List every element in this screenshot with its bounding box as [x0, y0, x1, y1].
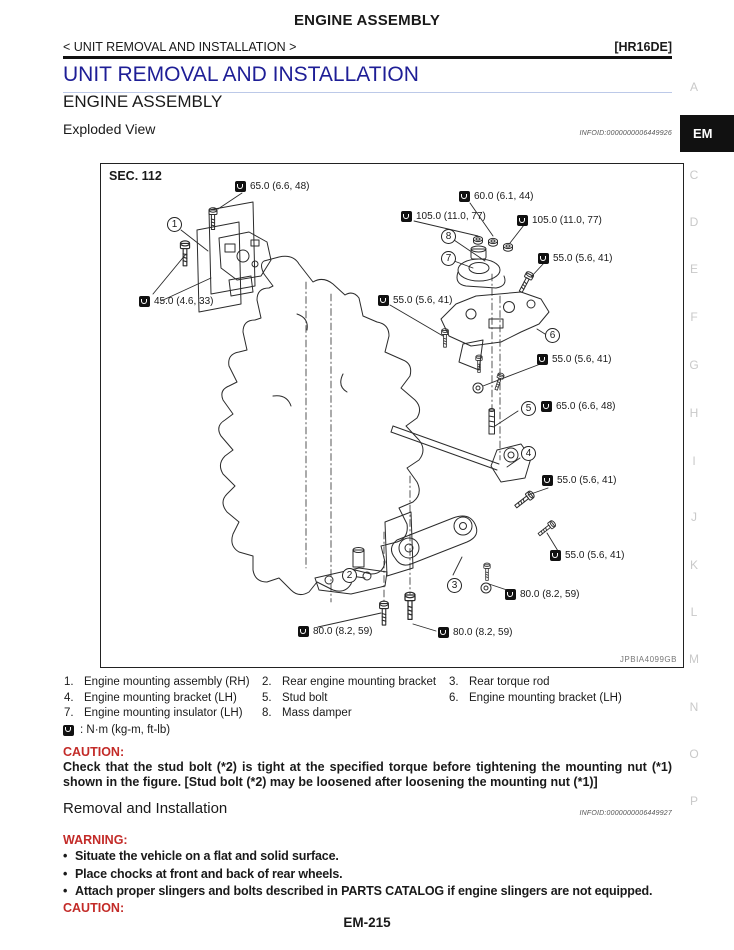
margin-tab-a: A: [689, 80, 698, 94]
torque-wrench-icon: [541, 401, 552, 412]
parts-list-item: 5. Stud bolt: [262, 691, 328, 704]
parts-list-item: 2. Rear engine mounting bracket: [262, 676, 437, 688]
running-header-title: ENGINE ASSEMBLY: [293, 12, 441, 29]
part-marker-4: 4: [521, 446, 536, 461]
part-marker-8: 8: [441, 229, 456, 244]
bullet-icon: •: [63, 849, 68, 863]
margin-tab-c: C: [689, 168, 699, 182]
torque-wrench-icon: [378, 295, 389, 306]
margin-tab-i: I: [692, 454, 696, 468]
removal-heading-row: [63, 800, 672, 817]
margin-tab-g: G: [689, 358, 699, 372]
exploded-view-drawing: [101, 164, 685, 669]
torque-callout: 45.0 (4.6, 33): [139, 296, 213, 307]
part-marker-3: 3: [447, 578, 462, 593]
torque-wrench-icon: [401, 211, 412, 222]
parts-list-item: 4. Engine mounting bracket (LH): [64, 691, 237, 704]
torque-wrench-icon: [459, 191, 470, 202]
torque-wrench-icon: [550, 550, 561, 561]
parts-list-item: 1. Engine mounting assembly (RH): [64, 676, 250, 688]
margin-tab-f: F: [690, 310, 698, 324]
torque-wrench-icon: [298, 626, 309, 637]
parts-list-item: 8. Mass damper: [262, 707, 352, 719]
engine-code-badge: [HR16DE]: [614, 40, 672, 54]
caution-text: Check that the stud bolt (*2) is tight at the specified torque before tightening the mounting nut (*1) shown in the figure. [Stud bolt (*2) may be loosened after loosening the mounting nut (*1)]: [63, 760, 672, 790]
margin-tab-m: M: [689, 652, 699, 666]
torque-callout: 60.0 (6.1, 44): [459, 191, 533, 202]
torque-callout: 80.0 (8.2, 59): [438, 627, 512, 638]
section-heading: ENGINE ASSEMBLY: [63, 92, 223, 111]
exploded-view-heading: Exploded View: [63, 121, 156, 137]
torque-wrench-icon: [63, 725, 74, 736]
torque-callout: 55.0 (5.6, 41): [550, 550, 624, 561]
part-marker-7: 7: [441, 251, 456, 266]
part-marker-1: 1: [167, 217, 182, 232]
margin-tab-em-active: EM: [680, 115, 734, 152]
caution-label: CAUTION:: [63, 745, 125, 759]
lower-content: [63, 676, 672, 915]
removal-heading: Removal and Installation: [63, 799, 228, 817]
page-title: UNIT REMOVAL AND INSTALLATION: [63, 63, 672, 93]
infoid-label: INFOID:0000000006449926: [579, 130, 672, 137]
torque-callout: 105.0 (11.0, 77): [517, 215, 602, 226]
parts-list-item: 3. Rear torque rod: [449, 676, 550, 688]
torque-callout: 65.0 (6.6, 48): [541, 401, 615, 412]
margin-tab-e: E: [689, 262, 698, 276]
figure-id: JPBIA4099GB: [619, 655, 677, 664]
bullet-icon: •: [63, 884, 68, 898]
page-number: EM-215: [343, 915, 391, 930]
margin-tab-l: L: [690, 605, 698, 619]
warning-item: • Situate the vehicle on a flat and solid surface.: [63, 849, 339, 863]
torque-wrench-icon: [542, 475, 553, 486]
torque-callout: 55.0 (5.6, 41): [537, 354, 611, 365]
torque-wrench-icon: [517, 215, 528, 226]
exploded-view-figure: [100, 163, 684, 668]
torque-callout: 55.0 (5.6, 41): [538, 253, 612, 264]
warning-item: • Place chocks at front and back of rear wheels.: [63, 866, 343, 881]
warning-item: • Attach proper slingers and bolts described in PARTS CATALOG if engine slingers are not equipped.: [63, 884, 653, 898]
margin-tab-h: H: [689, 406, 699, 420]
warning-label: WARNING:: [63, 832, 128, 847]
torque-legend: : N·m (kg-m, ft-lb): [63, 724, 672, 736]
part-marker-5: 5: [521, 401, 536, 416]
header-row: [63, 40, 672, 54]
part-marker-2: 2: [342, 568, 357, 583]
torque-callout: 80.0 (8.2, 59): [505, 589, 579, 600]
infoid-label: INFOID:0000000006449927: [579, 809, 672, 817]
parts-list: [63, 676, 672, 719]
caution-label: CAUTION:: [63, 901, 125, 915]
margin-tab-p: P: [689, 794, 698, 808]
torque-wrench-icon: [139, 296, 150, 307]
torque-wrench-icon: [438, 627, 449, 638]
margin-tab-k: K: [689, 558, 698, 572]
torque-wrench-icon: [235, 181, 246, 192]
header-rule: [63, 56, 672, 59]
torque-callout: 55.0 (5.6, 41): [378, 295, 452, 306]
torque-wrench-icon: [537, 354, 548, 365]
parts-list-item: 7. Engine mounting insulator (LH): [64, 707, 243, 719]
torque-wrench-icon: [505, 589, 516, 600]
part-marker-6: 6: [545, 328, 560, 343]
torque-callout: 65.0 (6.6, 48): [235, 181, 309, 192]
torque-wrench-icon: [538, 253, 549, 264]
margin-tab-o: O: [689, 747, 699, 761]
margin-tab-d: D: [689, 215, 699, 229]
exploded-view-heading-row: [63, 121, 672, 137]
margin-tab-n: N: [689, 700, 699, 714]
torque-callout: 80.0 (8.2, 59): [298, 626, 372, 637]
section-code-label: SEC. 112: [109, 169, 162, 183]
bullet-icon: •: [63, 866, 68, 881]
breadcrumb: < UNIT REMOVAL AND INSTALLATION >: [63, 40, 297, 54]
torque-callout: 55.0 (5.6, 41): [542, 475, 616, 486]
margin-tab-j: J: [691, 510, 697, 524]
parts-list-item: 6. Engine mounting bracket (LH): [449, 691, 622, 704]
torque-callout: 105.0 (11.0, 77): [401, 211, 486, 222]
